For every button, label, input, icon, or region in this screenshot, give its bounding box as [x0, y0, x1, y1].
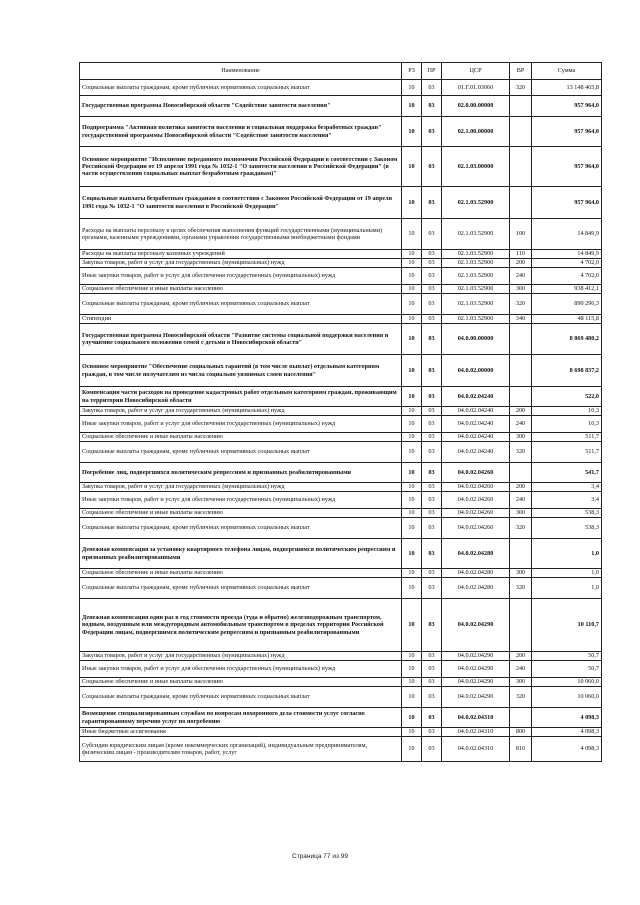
table-row — [80, 578, 602, 599]
table-header-row — [80, 63, 602, 80]
cell-rz: 10 — [402, 652, 422, 661]
cell-name: Социальные выплаты безработным гражданам в соответствии с Законом Российской Федерации от 19 апреля 1991 года № 1032-1 "О занятости населения в Российской Федерации" — [80, 187, 402, 219]
cell-csr: 04.0.02.04240 — [442, 433, 510, 442]
table-row — [80, 407, 602, 416]
cell-sum: 10 060,0 — [532, 678, 602, 687]
cell-sum: 522,0 — [532, 387, 602, 407]
cell-rz: 10 — [402, 219, 422, 250]
cell-vr — [510, 463, 532, 483]
table-row — [80, 483, 602, 492]
cell-sum: 938 412,1 — [532, 285, 602, 294]
cell-name: Социальные выплаты гражданам, кроме публичных нормативных социальных выплат — [80, 687, 402, 708]
cell-vr: 300 — [510, 509, 532, 518]
cell-rz: 10 — [402, 708, 422, 728]
cell-csr: 04.0.02.04260 — [442, 483, 510, 492]
table-row — [80, 294, 602, 315]
cell-csr: 04.0.02.00000 — [442, 355, 510, 387]
cell-vr: 300 — [510, 678, 532, 687]
cell-name: Иные закупки товаров, работ и услуг для обеспечения государственных (муниципальных) нужд — [80, 416, 402, 433]
cell-pr: 03 — [422, 117, 442, 147]
cell-vr: 300 — [510, 569, 532, 578]
cell-name: Социальные выплаты гражданам, кроме публичных нормативных социальных выплат — [80, 294, 402, 315]
cell-pr: 03 — [422, 187, 442, 219]
table-row — [80, 96, 602, 117]
cell-sum: 890 296,3 — [532, 294, 602, 315]
cell-pr: 03 — [422, 518, 442, 539]
cell-rz: 10 — [402, 599, 422, 652]
cell-sum: 1,0 — [532, 569, 602, 578]
cell-vr: 320 — [510, 442, 532, 463]
cell-name: Компенсация части расходов на проведение кадастровых работ отдельным категориям граждан, проживающим на территории Новосибирской области — [80, 387, 402, 407]
cell-name: Социальные выплаты гражданам, кроме публичных нормативных социальных выплат — [80, 578, 402, 599]
cell-pr: 03 — [422, 687, 442, 708]
cell-rz: 10 — [402, 539, 422, 569]
cell-pr: 03 — [422, 483, 442, 492]
cell-vr: 320 — [510, 578, 532, 599]
cell-sum: 4 098,3 — [532, 728, 602, 737]
cell-csr: 02.1.03.00000 — [442, 147, 510, 187]
cell-vr — [510, 117, 532, 147]
cell-sum: 10,3 — [532, 416, 602, 433]
cell-vr — [510, 355, 532, 387]
cell-pr: 03 — [422, 708, 442, 728]
cell-name: Закупка товаров, работ и услуг для государственных (муниципальных) нужд — [80, 259, 402, 268]
cell-sum: 13 148 465,8 — [532, 80, 602, 96]
cell-name: Социальные выплаты гражданам, кроме публичных нормативных социальных выплат — [80, 80, 402, 96]
cell-vr: 320 — [510, 80, 532, 96]
cell-sum: 50,7 — [532, 661, 602, 678]
cell-csr: 04.0.02.04290 — [442, 678, 510, 687]
cell-sum: 50,7 — [532, 652, 602, 661]
cell-pr: 03 — [422, 147, 442, 187]
table-row — [80, 661, 602, 678]
cell-rz: 10 — [402, 324, 422, 355]
cell-vr: 240 — [510, 492, 532, 509]
cell-vr: 200 — [510, 483, 532, 492]
cell-name: Социальные выплаты гражданам, кроме публичных нормативных социальных выплат — [80, 518, 402, 539]
cell-name: Иные закупки товаров, работ и услуг для обеспечения государственных (муниципальных) нужд — [80, 268, 402, 285]
cell-vr — [510, 187, 532, 219]
table-row — [80, 518, 602, 539]
cell-rz: 10 — [402, 416, 422, 433]
cell-rz: 10 — [402, 661, 422, 678]
cell-vr: 810 — [510, 737, 532, 762]
cell-csr: 04.0.02.04240 — [442, 416, 510, 433]
cell-name: Социальное обеспечение и иные выплаты населению — [80, 433, 402, 442]
cell-name: Государственная программа Новосибирской области "Развитие системы социальной поддержки населения и улучшение социального положения семей с детьми в Новосибирской области" — [80, 324, 402, 355]
table-row — [80, 285, 602, 294]
cell-pr: 03 — [422, 285, 442, 294]
page-number: Страница 77 из 99 — [292, 853, 348, 860]
cell-rz: 10 — [402, 578, 422, 599]
cell-vr — [510, 324, 532, 355]
cell-vr: 340 — [510, 315, 532, 324]
cell-pr: 03 — [422, 96, 442, 117]
table-row — [80, 492, 602, 509]
cell-name: Иные бюджетные ассигнования — [80, 728, 402, 737]
header-pr: ПР — [422, 63, 442, 80]
cell-pr: 03 — [422, 509, 442, 518]
cell-rz: 10 — [402, 442, 422, 463]
cell-rz: 10 — [402, 147, 422, 187]
cell-sum: 10,3 — [532, 407, 602, 416]
cell-pr: 03 — [422, 737, 442, 762]
cell-sum: 511,7 — [532, 442, 602, 463]
cell-vr: 320 — [510, 687, 532, 708]
cell-pr: 03 — [422, 652, 442, 661]
cell-vr — [510, 599, 532, 652]
header-csr: ЦСР — [442, 63, 510, 80]
cell-csr: 04.0.02.04310 — [442, 737, 510, 762]
table-row — [80, 187, 602, 219]
cell-csr: 02.1.03.52900 — [442, 259, 510, 268]
cell-csr: 04.0.02.04290 — [442, 652, 510, 661]
cell-csr: 04.0.02.04280 — [442, 539, 510, 569]
cell-csr: 04.0.02.04290 — [442, 661, 510, 678]
cell-rz: 10 — [402, 492, 422, 509]
cell-sum: 541,7 — [532, 463, 602, 483]
cell-pr: 03 — [422, 433, 442, 442]
cell-vr: 800 — [510, 728, 532, 737]
cell-pr: 03 — [422, 492, 442, 509]
cell-csr: 04.0.02.04310 — [442, 708, 510, 728]
cell-name: Иные закупки товаров, работ и услуг для обеспечения государственных (муниципальных) нужд — [80, 492, 402, 509]
table-row — [80, 324, 602, 355]
cell-rz: 10 — [402, 96, 422, 117]
cell-vr: 200 — [510, 652, 532, 661]
table-row — [80, 728, 602, 737]
header-vr: ВР — [510, 63, 532, 80]
header-name: Наименование — [80, 63, 402, 80]
cell-sum: 511,7 — [532, 433, 602, 442]
table-row — [80, 463, 602, 483]
cell-pr: 03 — [422, 294, 442, 315]
cell-name: Социальное обеспечение и иные выплаты населению — [80, 509, 402, 518]
table-row — [80, 80, 602, 96]
table-row — [80, 737, 602, 762]
cell-sum: 8 869 480,2 — [532, 324, 602, 355]
table-body — [80, 80, 602, 762]
cell-sum: 14 849,9 — [532, 250, 602, 259]
cell-csr: 04.0.02.04260 — [442, 518, 510, 539]
cell-csr: 04.0.00.00000 — [442, 324, 510, 355]
cell-sum: 957 964,0 — [532, 117, 602, 147]
cell-name: Субсидии юридическим лицам (кроме некоммерческих организаций), индивидуальным предпринимателям, физическим лицам - производителям товаров, работ, услуг — [80, 737, 402, 762]
cell-csr: 04.0.02.04280 — [442, 578, 510, 599]
cell-pr: 03 — [422, 678, 442, 687]
cell-sum: 4 702,0 — [532, 268, 602, 285]
table-row — [80, 539, 602, 569]
cell-sum: 957 964,0 — [532, 187, 602, 219]
cell-rz: 10 — [402, 728, 422, 737]
table-row — [80, 599, 602, 652]
cell-csr: 02.1.03.52900 — [442, 187, 510, 219]
cell-csr: 04.0.02.04260 — [442, 509, 510, 518]
cell-name: Социальное обеспечение и иные выплаты населению — [80, 678, 402, 687]
cell-sum: 3,4 — [532, 483, 602, 492]
cell-csr: 02.1.00.00000 — [442, 117, 510, 147]
cell-rz: 10 — [402, 463, 422, 483]
cell-csr: 04.0.02.04260 — [442, 492, 510, 509]
cell-rz: 10 — [402, 569, 422, 578]
cell-csr: 02.1.03.52900 — [442, 285, 510, 294]
cell-pr: 03 — [422, 661, 442, 678]
cell-rz: 10 — [402, 678, 422, 687]
table-row — [80, 147, 602, 187]
cell-name: Расходы на выплаты персоналу в целях обеспечения выполнения функций государственными (муниципальными) органами, казенными учреждениями, органами управления государственными внебюджетными фондами — [80, 219, 402, 250]
cell-vr — [510, 387, 532, 407]
cell-pr: 03 — [422, 407, 442, 416]
cell-pr: 03 — [422, 442, 442, 463]
cell-rz: 10 — [402, 433, 422, 442]
cell-pr: 03 — [422, 416, 442, 433]
cell-name: Закупка товаров, работ и услуг для государственных (муниципальных) нужд — [80, 407, 402, 416]
cell-rz: 10 — [402, 117, 422, 147]
cell-name: Социальное обеспечение и иные выплаты населению — [80, 569, 402, 578]
cell-csr: 02.1.03.52900 — [442, 294, 510, 315]
table-row — [80, 687, 602, 708]
budget-table — [79, 62, 602, 762]
cell-pr: 03 — [422, 599, 442, 652]
cell-rz: 10 — [402, 285, 422, 294]
cell-sum: 3,4 — [532, 492, 602, 509]
cell-sum: 14 849,9 — [532, 219, 602, 250]
cell-vr: 240 — [510, 661, 532, 678]
cell-sum: 4 702,0 — [532, 259, 602, 268]
cell-rz: 10 — [402, 250, 422, 259]
table-row — [80, 509, 602, 518]
table-row — [80, 569, 602, 578]
cell-csr: 04.0.02.04240 — [442, 387, 510, 407]
cell-csr: 02.0.00.00000 — [442, 96, 510, 117]
cell-vr: 200 — [510, 407, 532, 416]
cell-vr — [510, 147, 532, 187]
cell-vr: 100 — [510, 219, 532, 250]
cell-csr: 04.0.02.04240 — [442, 442, 510, 463]
cell-sum: 957 964,0 — [532, 96, 602, 117]
table-row — [80, 652, 602, 661]
cell-rz: 10 — [402, 355, 422, 387]
table-row — [80, 259, 602, 268]
cell-vr: 300 — [510, 285, 532, 294]
cell-csr: 02.1.03.52900 — [442, 219, 510, 250]
cell-pr: 03 — [422, 259, 442, 268]
cell-rz: 10 — [402, 407, 422, 416]
cell-csr: 04.0.02.04260 — [442, 463, 510, 483]
table-row — [80, 387, 602, 407]
cell-name: Денежная компенсация один раз в год стоимости проезда (туда и обратно) железнодорожным транспортом, водным, воздушным или междугородным автомобильным транспортом в пределах территории Российской Федерации лицам, подвергшимся политическим репрессиям и признанным реабилитированными — [80, 599, 402, 652]
cell-sum: 10 060,0 — [532, 687, 602, 708]
cell-csr: 04.0.02.04280 — [442, 569, 510, 578]
cell-csr: 02.1.03.52900 — [442, 315, 510, 324]
header-sum: Сумма — [532, 63, 602, 80]
cell-pr: 03 — [422, 578, 442, 599]
cell-name: Возмещение специализированным службам по вопросам похоронного дела стоимости услуг согласно гарантированному перечню услуг по погребению — [80, 708, 402, 728]
cell-rz: 10 — [402, 687, 422, 708]
table-row — [80, 268, 602, 285]
cell-csr: 04.0.02.04310 — [442, 728, 510, 737]
cell-sum: 1,0 — [532, 539, 602, 569]
cell-rz: 10 — [402, 518, 422, 539]
cell-name: Денежная компенсация за установку квартирного телефона лицам, подвергшимся политическим репрессиям и признанных реабилитированными — [80, 539, 402, 569]
cell-name: Государственная программа Новосибирской области "Содействие занятости населения" — [80, 96, 402, 117]
cell-sum: 4 098,3 — [532, 737, 602, 762]
cell-pr: 03 — [422, 463, 442, 483]
header-rz: РЗ — [402, 63, 422, 80]
cell-pr: 03 — [422, 250, 442, 259]
cell-csr: 01.Г.01.03060 — [442, 80, 510, 96]
budget-table-page — [79, 62, 601, 762]
cell-pr: 03 — [422, 539, 442, 569]
cell-pr: 03 — [422, 80, 442, 96]
table-row — [80, 219, 602, 250]
cell-vr — [510, 96, 532, 117]
cell-pr: 03 — [422, 387, 442, 407]
cell-rz: 10 — [402, 187, 422, 219]
cell-sum: 48 115,8 — [532, 315, 602, 324]
table-row — [80, 433, 602, 442]
cell-vr — [510, 708, 532, 728]
table-row — [80, 442, 602, 463]
cell-vr: 240 — [510, 416, 532, 433]
cell-sum: 4 098,3 — [532, 708, 602, 728]
cell-rz: 10 — [402, 737, 422, 762]
cell-rz: 10 — [402, 268, 422, 285]
cell-csr: 04.0.02.04290 — [442, 687, 510, 708]
cell-rz: 10 — [402, 294, 422, 315]
cell-vr: 200 — [510, 259, 532, 268]
table-row — [80, 678, 602, 687]
table-row — [80, 416, 602, 433]
cell-sum: 538,3 — [532, 518, 602, 539]
table-row — [80, 250, 602, 259]
cell-pr: 03 — [422, 355, 442, 387]
cell-sum: 8 698 837,2 — [532, 355, 602, 387]
cell-name: Стипендии — [80, 315, 402, 324]
cell-pr: 03 — [422, 569, 442, 578]
cell-name: Основное мероприятие "Обеспечение социальных гарантий (в том числе выплат) отдельным категориям граждан, в том числе получателям из числа социально уязвимых слоев населения" — [80, 355, 402, 387]
cell-name: Социальное обеспечение и иные выплаты населению — [80, 285, 402, 294]
cell-rz: 10 — [402, 80, 422, 96]
cell-pr: 03 — [422, 268, 442, 285]
cell-sum: 10 110,7 — [532, 599, 602, 652]
cell-sum: 1,0 — [532, 578, 602, 599]
cell-pr: 03 — [422, 728, 442, 737]
cell-name: Закупка товаров, работ и услуг для государственных (муниципальных) нужд — [80, 483, 402, 492]
table-row — [80, 117, 602, 147]
cell-rz: 10 — [402, 387, 422, 407]
cell-rz: 10 — [402, 259, 422, 268]
cell-vr — [510, 539, 532, 569]
cell-csr: 04.0.02.04290 — [442, 599, 510, 652]
cell-name: Социальные выплаты гражданам, кроме публичных нормативных социальных выплат — [80, 442, 402, 463]
cell-name: Расходы на выплаты персоналу казенных учреждений — [80, 250, 402, 259]
cell-name: Закупка товаров, работ и услуг для государственных (муниципальных) нужд — [80, 652, 402, 661]
cell-csr: 04.0.02.04240 — [442, 407, 510, 416]
table-row — [80, 708, 602, 728]
cell-rz: 10 — [402, 483, 422, 492]
cell-vr: 300 — [510, 433, 532, 442]
cell-name: Подпрограмма "Активная политика занятости населения и социальная поддержка безработных граждан" государственной программы Новосибирской области "Содействие занятости населения" — [80, 117, 402, 147]
cell-name: Погребение лиц, подвергшихся политическим репрессиям и признанных реабилитированными — [80, 463, 402, 483]
cell-pr: 03 — [422, 315, 442, 324]
cell-vr: 110 — [510, 250, 532, 259]
cell-sum: 957 964,0 — [532, 147, 602, 187]
cell-rz: 10 — [402, 509, 422, 518]
table-row — [80, 315, 602, 324]
cell-rz: 10 — [402, 315, 422, 324]
cell-name: Основное мероприятие "Исполнение переданного полномочия Российской Федерации в соответствии с Законом Российской Федерации от 19 апреля 1991 года № 1032-1 "О занятости населения в Российской Федерации" (в части осуществления социальных выплат безработным гражданам)" — [80, 147, 402, 187]
cell-vr: 320 — [510, 294, 532, 315]
cell-pr: 03 — [422, 324, 442, 355]
cell-vr: 240 — [510, 268, 532, 285]
table-row — [80, 355, 602, 387]
cell-name: Иные закупки товаров, работ и услуг для обеспечения государственных (муниципальных) нужд — [80, 661, 402, 678]
cell-sum: 538,3 — [532, 509, 602, 518]
cell-csr: 02.1.03.52900 — [442, 250, 510, 259]
cell-vr: 320 — [510, 518, 532, 539]
cell-csr: 02.1.03.52900 — [442, 268, 510, 285]
cell-pr: 03 — [422, 219, 442, 250]
